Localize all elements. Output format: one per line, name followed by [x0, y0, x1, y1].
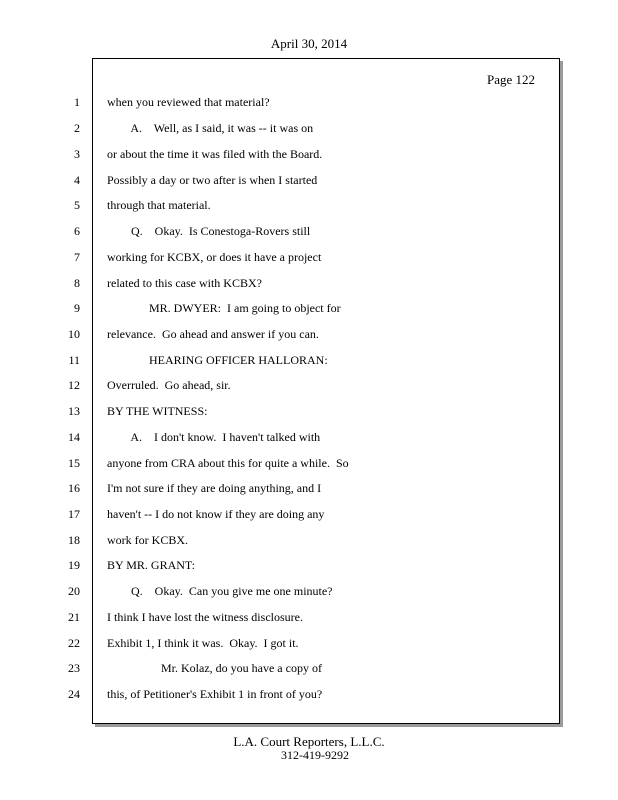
line-number: 19 [68, 558, 80, 572]
page-number: Page 122 [487, 72, 536, 87]
line-number: 14 [68, 430, 80, 444]
line-text: or about the time it was filed with the Board. [107, 147, 323, 161]
line-text: work for KCBX. [107, 533, 188, 547]
line-text: this, of Petitioner's Exhibit 1 in front of you? [107, 687, 323, 701]
line-text: Exhibit 1, I think it was. Okay. I got it. [107, 636, 299, 650]
line-text: Possibly a day or two after is when I started [107, 173, 318, 187]
line-number: 6 [74, 224, 80, 238]
line-number: 18 [68, 533, 80, 547]
line-text: Mr. Kolaz, do you have a copy of [107, 661, 322, 675]
line-number: 11 [68, 353, 80, 367]
line-number: 22 [68, 636, 80, 650]
footer-phone: 312-419-9292 [281, 748, 349, 762]
line-text: I'm not sure if they are doing anything, and I [107, 481, 322, 495]
line-number: 20 [68, 584, 80, 598]
line-number: 23 [68, 661, 80, 675]
line-number: 16 [68, 481, 80, 495]
line-number: 10 [68, 327, 80, 341]
line-text: related to this case with KCBX? [107, 276, 262, 290]
line-text: working for KCBX, or does it have a project [107, 250, 322, 264]
line-text: I think I have lost the witness disclosure. [107, 610, 303, 624]
line-text: A. Well, as I said, it was -- it was on [107, 121, 314, 135]
line-text: Q. Okay. Can you give me one minute? [107, 584, 333, 598]
line-number: 12 [68, 378, 80, 392]
line-text: Overruled. Go ahead, sir. [107, 378, 231, 392]
line-number: 24 [68, 687, 80, 701]
line-number: 4 [74, 173, 80, 187]
line-number: 2 [74, 121, 80, 135]
line-number: 8 [74, 276, 80, 290]
line-number: 17 [68, 507, 80, 521]
line-text: HEARING OFFICER HALLORAN: [107, 353, 328, 367]
line-text: relevance. Go ahead and answer if you can. [107, 327, 319, 341]
line-text: Q. Okay. Is Conestoga-Rovers still [107, 224, 311, 238]
line-number: 3 [74, 147, 80, 161]
line-text: anyone from CRA about this for quite a while. So [107, 456, 349, 470]
line-number: 9 [74, 301, 80, 315]
footer-company: L.A. Court Reporters, L.L.C. [233, 734, 385, 749]
line-number: 1 [74, 95, 80, 109]
line-number: 7 [74, 250, 80, 264]
line-text: BY THE WITNESS: [107, 404, 208, 418]
line-number: 5 [74, 198, 80, 212]
line-text: MR. DWYER: I am going to object for [107, 301, 341, 315]
line-text: when you reviewed that material? [107, 95, 270, 109]
header-date: April 30, 2014 [270, 36, 348, 51]
line-text: haven't -- I do not know if they are doing any [107, 507, 325, 521]
line-text: through that material. [107, 198, 211, 212]
line-number: 13 [68, 404, 80, 418]
line-text: A. I don't know. I haven't talked with [107, 430, 321, 444]
line-number: 21 [68, 610, 80, 624]
line-text: BY MR. GRANT: [107, 558, 195, 572]
line-number: 15 [68, 456, 80, 470]
